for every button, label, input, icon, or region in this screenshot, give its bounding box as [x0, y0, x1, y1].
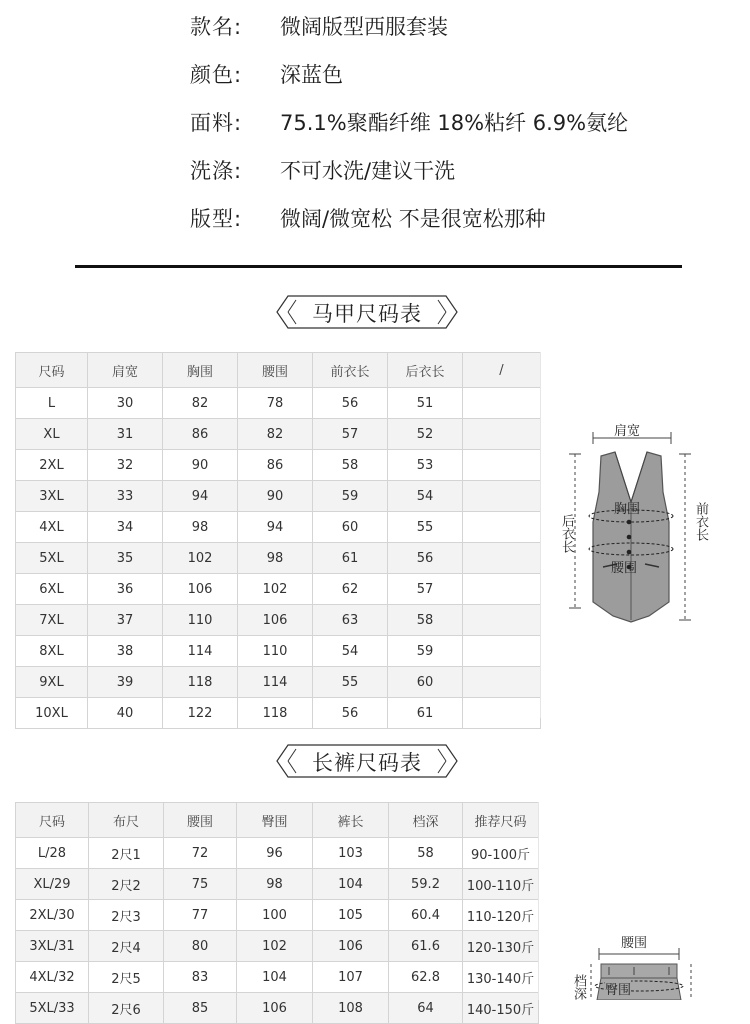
table-header-row — [16, 803, 539, 838]
table-cell: 118 — [163, 667, 238, 698]
table-header-row — [16, 353, 541, 388]
table-cell: 7XL — [16, 605, 88, 636]
table-cell: 3XL — [16, 481, 88, 512]
table-cell: 8XL — [16, 636, 88, 667]
column-header: 裤长 — [313, 803, 389, 838]
table-cell: 40 — [88, 698, 163, 729]
table-cell: 57 — [313, 419, 388, 450]
table-cell: 100-110斤 — [463, 869, 539, 900]
spec-value: 75.1%聚酯纤维 18%粘纤 6.9%氨纶 — [280, 111, 629, 135]
column-header: 尺码 — [16, 353, 88, 388]
table-cell: 38 — [88, 636, 163, 667]
table-cell: 2XL/30 — [16, 900, 89, 931]
table-cell: 2尺5 — [89, 962, 164, 993]
table-cell: 110-120斤 — [463, 900, 539, 931]
table-cell: 85 — [164, 993, 237, 1024]
banner-title: 马甲尺码表 — [312, 302, 422, 326]
waist-label: 腰围 — [611, 561, 638, 576]
chest-label: 胸围 — [614, 502, 641, 517]
table-cell: L — [16, 388, 88, 419]
table-cell: 5XL — [16, 543, 88, 574]
table-cell: 51 — [388, 388, 463, 419]
spec-value: 微阔版型西服套装 — [280, 15, 448, 39]
table-cell: 2XL — [16, 450, 88, 481]
table-cell: 54 — [388, 481, 463, 512]
table-cell: 61 — [313, 543, 388, 574]
spec-label: 款名: — [190, 15, 243, 39]
table-cell: 108 — [313, 993, 389, 1024]
table-row — [16, 931, 539, 962]
table-row — [16, 667, 541, 698]
table-row — [16, 962, 539, 993]
spec-row-fabric — [0, 103, 750, 143]
table-cell: 82 — [163, 388, 238, 419]
table-cell: 4XL — [16, 512, 88, 543]
spec-label: 版型: — [190, 207, 243, 231]
column-header: 胸围 — [163, 353, 238, 388]
table-cell: 6XL — [16, 574, 88, 605]
table-cell: 106 — [163, 574, 238, 605]
table-cell — [463, 543, 541, 574]
spec-value: 不可水洗/建议干洗 — [280, 159, 456, 183]
pants-size-table — [15, 802, 539, 1024]
table-cell: 58 — [388, 605, 463, 636]
table-cell: 107 — [313, 962, 389, 993]
spec-row-washing — [0, 151, 750, 191]
table-cell: 102 — [238, 574, 313, 605]
spec-row-style-name — [0, 7, 750, 47]
table-cell — [463, 574, 541, 605]
table-cell: 53 — [388, 450, 463, 481]
table-cell: 59 — [388, 636, 463, 667]
table-cell: 63 — [313, 605, 388, 636]
table-cell: 59.2 — [389, 869, 463, 900]
table-cell: 59 — [313, 481, 388, 512]
spec-label: 颜色: — [190, 63, 243, 87]
table-cell: 110 — [163, 605, 238, 636]
table-cell: 32 — [88, 450, 163, 481]
section-divider — [75, 265, 682, 268]
table-cell: 55 — [313, 667, 388, 698]
table-cell — [463, 605, 541, 636]
table-cell: 130-140斤 — [463, 962, 539, 993]
table-cell: 39 — [88, 667, 163, 698]
table-cell — [463, 667, 541, 698]
spec-row-color — [0, 55, 750, 95]
table-cell: 105 — [313, 900, 389, 931]
table-cell: 122 — [163, 698, 238, 729]
banner-title: 长裤尺码表 — [312, 751, 422, 775]
table-cell: 86 — [163, 419, 238, 450]
table-row — [16, 543, 541, 574]
table-cell — [463, 698, 541, 729]
table-cell: 4XL/32 — [16, 962, 89, 993]
table-cell: 2尺4 — [89, 931, 164, 962]
table-cell: 36 — [88, 574, 163, 605]
table-cell: 103 — [313, 838, 389, 869]
table-row — [16, 605, 541, 636]
table-cell: 83 — [164, 962, 237, 993]
pants-size-chart-banner — [276, 744, 458, 778]
table-cell — [463, 388, 541, 419]
spec-label: 洗涤: — [190, 159, 243, 183]
table-cell: 102 — [163, 543, 238, 574]
column-header: 臀围 — [237, 803, 313, 838]
table-cell: 80 — [164, 931, 237, 962]
table-row — [16, 388, 541, 419]
table-cell: 9XL — [16, 667, 88, 698]
table-row — [16, 574, 541, 605]
table-cell: 33 — [88, 481, 163, 512]
table-cell: 114 — [238, 667, 313, 698]
column-header: 肩宽 — [88, 353, 163, 388]
table-cell: 55 — [388, 512, 463, 543]
table-row — [16, 869, 539, 900]
column-header: / — [463, 353, 541, 388]
table-row — [16, 993, 539, 1024]
table-cell: 72 — [164, 838, 237, 869]
table-cell — [463, 636, 541, 667]
table-row — [16, 698, 541, 729]
table-cell: 114 — [163, 636, 238, 667]
pants-waist-label: 腰围 — [621, 936, 648, 951]
table-cell: 90 — [163, 450, 238, 481]
table-cell: 60 — [313, 512, 388, 543]
table-cell: 58 — [313, 450, 388, 481]
table-row — [16, 481, 541, 512]
table-cell: 10XL — [16, 698, 88, 729]
table-cell: 98 — [163, 512, 238, 543]
table-cell: 86 — [238, 450, 313, 481]
table-cell: 118 — [238, 698, 313, 729]
table-cell — [463, 481, 541, 512]
table-cell: 98 — [238, 543, 313, 574]
vest-measurement-diagram — [540, 352, 727, 718]
table-cell: 104 — [237, 962, 313, 993]
table-cell: 54 — [313, 636, 388, 667]
column-header: 前衣长 — [313, 353, 388, 388]
column-header: 档深 — [389, 803, 463, 838]
table-cell: 37 — [88, 605, 163, 636]
table-cell: 106 — [238, 605, 313, 636]
table-cell: 98 — [237, 869, 313, 900]
hip-label: 臀围 — [605, 979, 631, 998]
rise-label: 档深 — [571, 974, 586, 1000]
table-cell: 77 — [164, 900, 237, 931]
table-cell: 106 — [237, 993, 313, 1024]
table-cell: 5XL/33 — [16, 993, 89, 1024]
table-cell: 106 — [313, 931, 389, 962]
table-cell: 52 — [388, 419, 463, 450]
table-cell: 62.8 — [389, 962, 463, 993]
table-cell: 60 — [388, 667, 463, 698]
shoulder-label: 肩宽 — [614, 424, 641, 439]
column-header: 推荐尺码 — [463, 803, 539, 838]
column-header: 后衣长 — [388, 353, 463, 388]
table-cell: 61.6 — [389, 931, 463, 962]
table-cell — [463, 450, 541, 481]
column-header: 布尺 — [89, 803, 164, 838]
table-cell: 94 — [163, 481, 238, 512]
table-cell: 35 — [88, 543, 163, 574]
table-cell: 94 — [238, 512, 313, 543]
table-cell: 120-130斤 — [463, 931, 539, 962]
table-cell: 2尺1 — [89, 838, 164, 869]
table-cell: 104 — [313, 869, 389, 900]
table-row — [16, 838, 539, 869]
table-cell: 3XL/31 — [16, 931, 89, 962]
pants-illustration-icon — [539, 802, 727, 1000]
column-header: 腰围 — [164, 803, 237, 838]
table-cell: 140-150斤 — [463, 993, 539, 1024]
column-header: 尺码 — [16, 803, 89, 838]
table-row — [16, 419, 541, 450]
table-cell: L/28 — [16, 838, 89, 869]
table-cell: 2尺3 — [89, 900, 164, 931]
table-cell: 110 — [238, 636, 313, 667]
table-cell: 75 — [164, 869, 237, 900]
table-cell: 2尺6 — [89, 993, 164, 1024]
table-cell: 61 — [388, 698, 463, 729]
table-cell: 58 — [389, 838, 463, 869]
back-length-label: 后衣长 — [559, 514, 574, 553]
spec-label: 面料: — [190, 111, 243, 135]
table-cell: 60.4 — [389, 900, 463, 931]
table-cell: 30 — [88, 388, 163, 419]
table-row — [16, 636, 541, 667]
spec-value: 深蓝色 — [280, 63, 343, 87]
column-header: 腰围 — [238, 353, 313, 388]
table-cell — [463, 419, 541, 450]
vest-size-table — [15, 352, 541, 729]
vest-size-chart-banner — [276, 295, 458, 329]
table-cell: 31 — [88, 419, 163, 450]
table-cell: 64 — [389, 993, 463, 1024]
front-length-label: 前衣长 — [693, 502, 708, 541]
table-cell: 57 — [388, 574, 463, 605]
table-cell: 56 — [313, 698, 388, 729]
table-cell: 2尺2 — [89, 869, 164, 900]
spec-row-fit — [0, 199, 750, 239]
table-row — [16, 900, 539, 931]
table-cell: 56 — [313, 388, 388, 419]
table-cell: XL/29 — [16, 869, 89, 900]
table-cell: 34 — [88, 512, 163, 543]
table-cell: 96 — [237, 838, 313, 869]
table-cell: 90-100斤 — [463, 838, 539, 869]
spec-value: 微阔/微宽松 不是很宽松那种 — [280, 207, 546, 231]
pants-measurement-diagram — [538, 802, 727, 1000]
table-cell: XL — [16, 419, 88, 450]
table-cell: 90 — [238, 481, 313, 512]
table-cell — [463, 512, 541, 543]
table-cell: 56 — [388, 543, 463, 574]
table-cell: 102 — [237, 931, 313, 962]
table-cell: 78 — [238, 388, 313, 419]
table-cell: 62 — [313, 574, 388, 605]
table-row — [16, 512, 541, 543]
table-cell: 100 — [237, 900, 313, 931]
table-row — [16, 450, 541, 481]
table-cell: 82 — [238, 419, 313, 450]
